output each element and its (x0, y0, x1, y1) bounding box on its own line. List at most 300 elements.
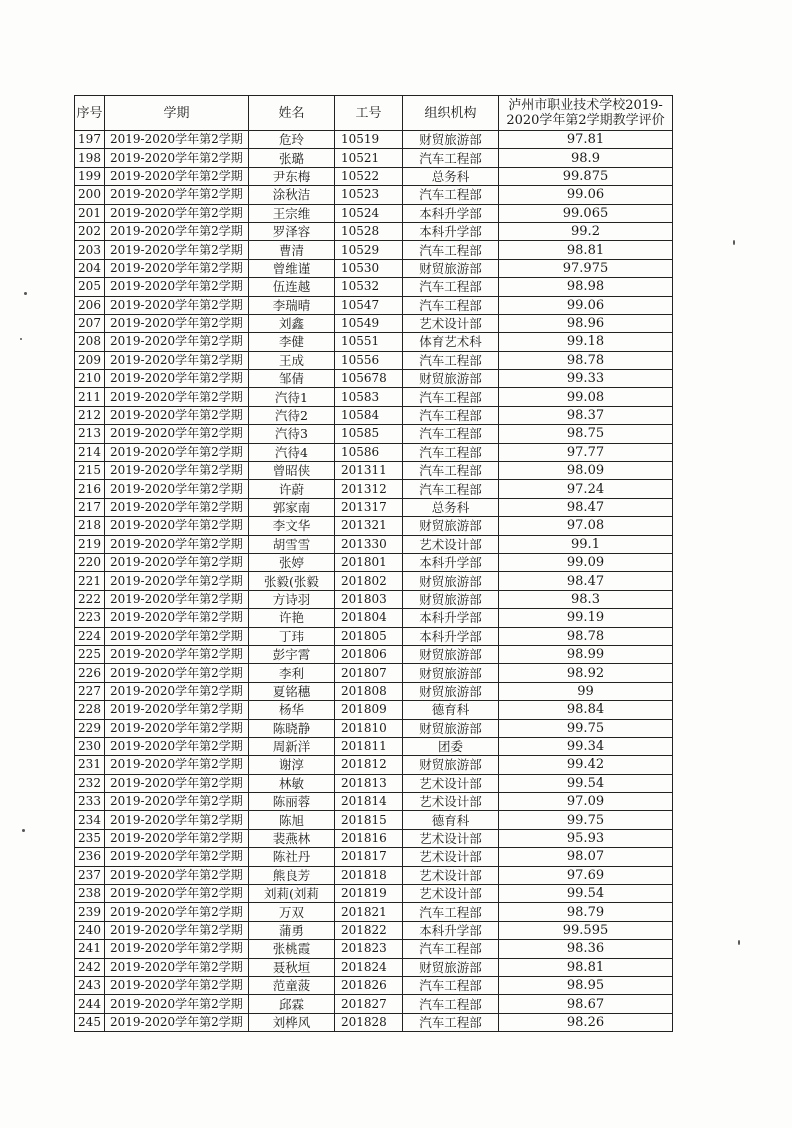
cell-index: 211 (75, 388, 105, 406)
table-row (75, 314, 673, 332)
cell-score: 99.09 (499, 553, 673, 571)
cell-term: 2019-2020学年第2学期 (105, 756, 249, 774)
cell-index: 241 (75, 940, 105, 958)
cell-organization: 德育科 (403, 701, 499, 719)
cell-index: 235 (75, 829, 105, 847)
cell-index: 199 (75, 167, 105, 185)
cell-organization: 汽车工程部 (403, 480, 499, 498)
table-row (75, 719, 673, 737)
cell-score: 99.06 (499, 296, 673, 314)
scan-speck (24, 292, 27, 295)
cell-score: 98.47 (499, 572, 673, 590)
cell-index: 227 (75, 682, 105, 700)
cell-organization: 本科升学部 (403, 627, 499, 645)
cell-employee-id: 10549 (335, 314, 403, 332)
cell-index: 232 (75, 774, 105, 792)
table-row (75, 259, 673, 277)
cell-score: 98.78 (499, 627, 673, 645)
cell-employee-id: 201818 (335, 866, 403, 884)
table-row (75, 756, 673, 774)
cell-name: 彭宇霄 (249, 645, 335, 663)
cell-organization: 财贸旅游部 (403, 517, 499, 535)
cell-employee-id: 201816 (335, 829, 403, 847)
cell-score: 99.1 (499, 535, 673, 553)
cell-employee-id: 10584 (335, 406, 403, 424)
header-name: 姓名 (249, 96, 335, 131)
cell-score: 98.98 (499, 278, 673, 296)
cell-organization: 财贸旅游部 (403, 664, 499, 682)
table-row (75, 333, 673, 351)
cell-organization: 财贸旅游部 (403, 572, 499, 590)
table-row (75, 370, 673, 388)
cell-organization: 财贸旅游部 (403, 719, 499, 737)
cell-name: 胡雪雪 (249, 535, 335, 553)
cell-name: 张婷 (249, 553, 335, 571)
cell-employee-id: 10524 (335, 204, 403, 222)
cell-index: 212 (75, 406, 105, 424)
cell-organization: 本科升学部 (403, 204, 499, 222)
table-row (75, 774, 673, 792)
cell-term: 2019-2020学年第2学期 (105, 940, 249, 958)
cell-term: 2019-2020学年第2学期 (105, 719, 249, 737)
cell-name: 刘鑫 (249, 314, 335, 332)
table-row (75, 921, 673, 939)
cell-term: 2019-2020学年第2学期 (105, 848, 249, 866)
cell-organization: 汽车工程部 (403, 186, 499, 204)
cell-name: 王成 (249, 351, 335, 369)
cell-index: 225 (75, 645, 105, 663)
cell-employee-id: 201827 (335, 995, 403, 1013)
cell-index: 231 (75, 756, 105, 774)
scan-speck (738, 940, 740, 945)
cell-employee-id: 201812 (335, 756, 403, 774)
cell-term: 2019-2020学年第2学期 (105, 572, 249, 590)
cell-score: 97.24 (499, 480, 673, 498)
cell-employee-id: 201807 (335, 664, 403, 682)
table-row (75, 1013, 673, 1031)
table-row (75, 296, 673, 314)
cell-term: 2019-2020学年第2学期 (105, 535, 249, 553)
cell-index: 244 (75, 995, 105, 1013)
table-row (75, 609, 673, 627)
cell-score: 99 (499, 682, 673, 700)
cell-name: 聂秋垣 (249, 958, 335, 976)
cell-index: 205 (75, 278, 105, 296)
table-row (75, 737, 673, 755)
table-row (75, 553, 673, 571)
cell-employee-id: 10532 (335, 278, 403, 296)
cell-name: 汽待4 (249, 443, 335, 461)
cell-employee-id: 201801 (335, 553, 403, 571)
cell-name: 许蔚 (249, 480, 335, 498)
cell-employee-id: 201824 (335, 958, 403, 976)
cell-employee-id: 10519 (335, 131, 403, 149)
cell-employee-id: 10529 (335, 241, 403, 259)
cell-employee-id: 201814 (335, 793, 403, 811)
cell-term: 2019-2020学年第2学期 (105, 370, 249, 388)
table-row (75, 976, 673, 994)
cell-organization: 艺术设计部 (403, 829, 499, 847)
scan-speck (20, 338, 22, 340)
cell-term: 2019-2020学年第2学期 (105, 222, 249, 240)
cell-name: 刘桦风 (249, 1013, 335, 1031)
cell-score: 98.26 (499, 1013, 673, 1031)
cell-score: 98.07 (499, 848, 673, 866)
table-row (75, 940, 673, 958)
cell-score: 97.81 (499, 131, 673, 149)
cell-term: 2019-2020学年第2学期 (105, 388, 249, 406)
cell-employee-id: 10586 (335, 443, 403, 461)
cell-term: 2019-2020学年第2学期 (105, 259, 249, 277)
cell-organization: 财贸旅游部 (403, 958, 499, 976)
cell-term: 2019-2020学年第2学期 (105, 462, 249, 480)
table-row (75, 664, 673, 682)
cell-employee-id: 201821 (335, 903, 403, 921)
cell-name: 王宗维 (249, 204, 335, 222)
table-body (75, 131, 673, 1032)
cell-employee-id: 10521 (335, 149, 403, 167)
cell-score: 98.75 (499, 425, 673, 443)
cell-name: 李健 (249, 333, 335, 351)
cell-employee-id: 10583 (335, 388, 403, 406)
cell-term: 2019-2020学年第2学期 (105, 682, 249, 700)
cell-name: 涂秋洁 (249, 186, 335, 204)
cell-term: 2019-2020学年第2学期 (105, 1013, 249, 1031)
cell-organization: 艺术设计部 (403, 793, 499, 811)
table-row (75, 517, 673, 535)
cell-employee-id: 201823 (335, 940, 403, 958)
scan-speck (733, 240, 735, 245)
cell-index: 197 (75, 131, 105, 149)
cell-term: 2019-2020学年第2学期 (105, 921, 249, 939)
cell-organization: 汽车工程部 (403, 406, 499, 424)
cell-organization: 财贸旅游部 (403, 259, 499, 277)
cell-name: 刘莉(刘莉 (249, 885, 335, 903)
cell-name: 危玲 (249, 131, 335, 149)
table-row (75, 958, 673, 976)
cell-term: 2019-2020学年第2学期 (105, 425, 249, 443)
cell-index: 228 (75, 701, 105, 719)
cell-score: 98.81 (499, 241, 673, 259)
table-row (75, 222, 673, 240)
cell-index: 209 (75, 351, 105, 369)
cell-name: 林敏 (249, 774, 335, 792)
table-row (75, 995, 673, 1013)
cell-term: 2019-2020学年第2学期 (105, 149, 249, 167)
cell-name: 陈晓静 (249, 719, 335, 737)
cell-index: 214 (75, 443, 105, 461)
cell-score: 98.47 (499, 498, 673, 516)
cell-term: 2019-2020学年第2学期 (105, 296, 249, 314)
cell-name: 张桃霞 (249, 940, 335, 958)
cell-term: 2019-2020学年第2学期 (105, 701, 249, 719)
table-row (75, 701, 673, 719)
cell-term: 2019-2020学年第2学期 (105, 241, 249, 259)
table-row (75, 388, 673, 406)
cell-score: 99.34 (499, 737, 673, 755)
cell-name: 蒲勇 (249, 921, 335, 939)
table-row (75, 811, 673, 829)
cell-employee-id: 201803 (335, 590, 403, 608)
cell-name: 丁玮 (249, 627, 335, 645)
cell-term: 2019-2020学年第2学期 (105, 480, 249, 498)
cell-term: 2019-2020学年第2学期 (105, 314, 249, 332)
cell-term: 2019-2020学年第2学期 (105, 351, 249, 369)
cell-name: 裴燕林 (249, 829, 335, 847)
table-row (75, 406, 673, 424)
cell-name: 罗泽容 (249, 222, 335, 240)
cell-name: 尹东梅 (249, 167, 335, 185)
cell-organization: 本科升学部 (403, 553, 499, 571)
cell-index: 234 (75, 811, 105, 829)
cell-index: 206 (75, 296, 105, 314)
cell-name: 汽待3 (249, 425, 335, 443)
cell-score: 97.08 (499, 517, 673, 535)
cell-index: 236 (75, 848, 105, 866)
cell-term: 2019-2020学年第2学期 (105, 793, 249, 811)
cell-employee-id: 201317 (335, 498, 403, 516)
cell-index: 242 (75, 958, 105, 976)
cell-organization: 汽车工程部 (403, 995, 499, 1013)
cell-term: 2019-2020学年第2学期 (105, 829, 249, 847)
cell-employee-id: 201811 (335, 737, 403, 755)
cell-employee-id: 201828 (335, 1013, 403, 1031)
cell-index: 200 (75, 186, 105, 204)
cell-name: 谢淳 (249, 756, 335, 774)
cell-name: 李利 (249, 664, 335, 682)
cell-organization: 汽车工程部 (403, 351, 499, 369)
cell-name: 曾昭侠 (249, 462, 335, 480)
cell-score: 99.42 (499, 756, 673, 774)
cell-organization: 汽车工程部 (403, 976, 499, 994)
cell-score: 98.37 (499, 406, 673, 424)
cell-score: 97.77 (499, 443, 673, 461)
cell-score: 97.975 (499, 259, 673, 277)
evaluation-table (74, 95, 673, 1032)
cell-organization: 体育艺术科 (403, 333, 499, 351)
cell-term: 2019-2020学年第2学期 (105, 131, 249, 149)
cell-employee-id: 201804 (335, 609, 403, 627)
cell-term: 2019-2020学年第2学期 (105, 995, 249, 1013)
table-row (75, 903, 673, 921)
cell-score: 97.69 (499, 866, 673, 884)
table-row (75, 682, 673, 700)
cell-organization: 财贸旅游部 (403, 590, 499, 608)
cell-term: 2019-2020学年第2学期 (105, 204, 249, 222)
cell-organization: 汽车工程部 (403, 443, 499, 461)
header-term: 学期 (105, 96, 249, 131)
cell-organization: 汽车工程部 (403, 940, 499, 958)
header-index: 序号 (75, 96, 105, 131)
cell-index: 238 (75, 885, 105, 903)
cell-employee-id: 201819 (335, 885, 403, 903)
table-row (75, 443, 673, 461)
table-row (75, 149, 673, 167)
cell-employee-id: 201815 (335, 811, 403, 829)
cell-term: 2019-2020学年第2学期 (105, 333, 249, 351)
cell-score: 99.2 (499, 222, 673, 240)
cell-term: 2019-2020学年第2学期 (105, 976, 249, 994)
cell-index: 222 (75, 590, 105, 608)
cell-organization: 汽车工程部 (403, 296, 499, 314)
cell-employee-id: 201312 (335, 480, 403, 498)
cell-score: 99.75 (499, 719, 673, 737)
cell-term: 2019-2020学年第2学期 (105, 811, 249, 829)
cell-name: 陈丽蓉 (249, 793, 335, 811)
table-header-row (75, 96, 673, 131)
cell-index: 217 (75, 498, 105, 516)
cell-name: 李瑞晴 (249, 296, 335, 314)
cell-organization: 团委 (403, 737, 499, 755)
cell-organization: 汽车工程部 (403, 462, 499, 480)
cell-score: 99.08 (499, 388, 673, 406)
cell-score: 99.595 (499, 921, 673, 939)
cell-name: 张璐 (249, 149, 335, 167)
cell-employee-id: 10522 (335, 167, 403, 185)
cell-index: 216 (75, 480, 105, 498)
cell-index: 201 (75, 204, 105, 222)
cell-term: 2019-2020学年第2学期 (105, 885, 249, 903)
cell-index: 208 (75, 333, 105, 351)
cell-employee-id: 10523 (335, 186, 403, 204)
cell-score: 98.92 (499, 664, 673, 682)
cell-score: 98.3 (499, 590, 673, 608)
table-row (75, 204, 673, 222)
cell-index: 207 (75, 314, 105, 332)
table-row (75, 425, 673, 443)
cell-index: 240 (75, 921, 105, 939)
table-row (75, 590, 673, 608)
cell-employee-id: 201817 (335, 848, 403, 866)
cell-name: 陈旭 (249, 811, 335, 829)
cell-term: 2019-2020学年第2学期 (105, 590, 249, 608)
cell-index: 237 (75, 866, 105, 884)
header-evaluation-score: 泸州市职业技术学校2019-2020学年第2学期教学评价 (499, 96, 673, 131)
cell-term: 2019-2020学年第2学期 (105, 627, 249, 645)
cell-employee-id: 10585 (335, 425, 403, 443)
cell-score: 98.99 (499, 645, 673, 663)
cell-index: 221 (75, 572, 105, 590)
cell-organization: 本科升学部 (403, 222, 499, 240)
cell-employee-id: 10556 (335, 351, 403, 369)
cell-index: 223 (75, 609, 105, 627)
cell-employee-id: 201810 (335, 719, 403, 737)
table-row (75, 462, 673, 480)
cell-index: 226 (75, 664, 105, 682)
cell-index: 229 (75, 719, 105, 737)
cell-name: 汽待2 (249, 406, 335, 424)
cell-organization: 财贸旅游部 (403, 370, 499, 388)
cell-organization: 汽车工程部 (403, 1013, 499, 1031)
cell-score: 99.06 (499, 186, 673, 204)
table-row (75, 498, 673, 516)
cell-term: 2019-2020学年第2学期 (105, 553, 249, 571)
cell-score: 98.95 (499, 976, 673, 994)
table-row (75, 351, 673, 369)
table-row (75, 186, 673, 204)
cell-index: 202 (75, 222, 105, 240)
cell-term: 2019-2020学年第2学期 (105, 167, 249, 185)
cell-organization: 艺术设计部 (403, 314, 499, 332)
cell-index: 215 (75, 462, 105, 480)
cell-index: 230 (75, 737, 105, 755)
cell-employee-id: 10530 (335, 259, 403, 277)
cell-name: 陈社丹 (249, 848, 335, 866)
cell-employee-id: 201311 (335, 462, 403, 480)
cell-name: 熊良芳 (249, 866, 335, 884)
cell-name: 范童菠 (249, 976, 335, 994)
cell-employee-id: 201808 (335, 682, 403, 700)
table-row (75, 535, 673, 553)
cell-name: 杨华 (249, 701, 335, 719)
table-row (75, 866, 673, 884)
cell-organization: 艺术设计部 (403, 866, 499, 884)
cell-organization: 汽车工程部 (403, 241, 499, 259)
cell-organization: 汽车工程部 (403, 278, 499, 296)
table-row (75, 885, 673, 903)
cell-organization: 汽车工程部 (403, 388, 499, 406)
table-row (75, 278, 673, 296)
cell-name: 李文华 (249, 517, 335, 535)
table-row (75, 793, 673, 811)
table-row (75, 645, 673, 663)
cell-score: 99.75 (499, 811, 673, 829)
cell-employee-id: 201826 (335, 976, 403, 994)
cell-score: 99.33 (499, 370, 673, 388)
header-organization: 组织机构 (403, 96, 499, 131)
cell-term: 2019-2020学年第2学期 (105, 774, 249, 792)
cell-name: 方诗羽 (249, 590, 335, 608)
cell-score: 98.84 (499, 701, 673, 719)
cell-employee-id: 201802 (335, 572, 403, 590)
evaluation-table-sheet (74, 95, 672, 1032)
cell-name: 伍连越 (249, 278, 335, 296)
cell-term: 2019-2020学年第2学期 (105, 866, 249, 884)
cell-organization: 汽车工程部 (403, 149, 499, 167)
table-row (75, 572, 673, 590)
cell-index: 218 (75, 517, 105, 535)
cell-score: 97.09 (499, 793, 673, 811)
cell-organization: 德育科 (403, 811, 499, 829)
cell-employee-id: 201330 (335, 535, 403, 553)
cell-score: 98.09 (499, 462, 673, 480)
cell-score: 99.19 (499, 609, 673, 627)
header-employee-id: 工号 (335, 96, 403, 131)
cell-organization: 财贸旅游部 (403, 682, 499, 700)
cell-score: 98.67 (499, 995, 673, 1013)
cell-score: 98.79 (499, 903, 673, 921)
cell-employee-id: 10547 (335, 296, 403, 314)
cell-employee-id: 201805 (335, 627, 403, 645)
cell-employee-id: 201806 (335, 645, 403, 663)
table-row (75, 241, 673, 259)
cell-index: 210 (75, 370, 105, 388)
cell-score: 98.78 (499, 351, 673, 369)
cell-term: 2019-2020学年第2学期 (105, 278, 249, 296)
cell-name: 许艳 (249, 609, 335, 627)
cell-score: 99.18 (499, 333, 673, 351)
cell-index: 224 (75, 627, 105, 645)
cell-name: 邱霖 (249, 995, 335, 1013)
scan-speck (22, 829, 25, 832)
cell-organization: 艺术设计部 (403, 848, 499, 866)
cell-index: 198 (75, 149, 105, 167)
cell-index: 204 (75, 259, 105, 277)
cell-name: 曾维谨 (249, 259, 335, 277)
cell-organization: 艺术设计部 (403, 774, 499, 792)
cell-score: 99.875 (499, 167, 673, 185)
cell-score: 95.93 (499, 829, 673, 847)
